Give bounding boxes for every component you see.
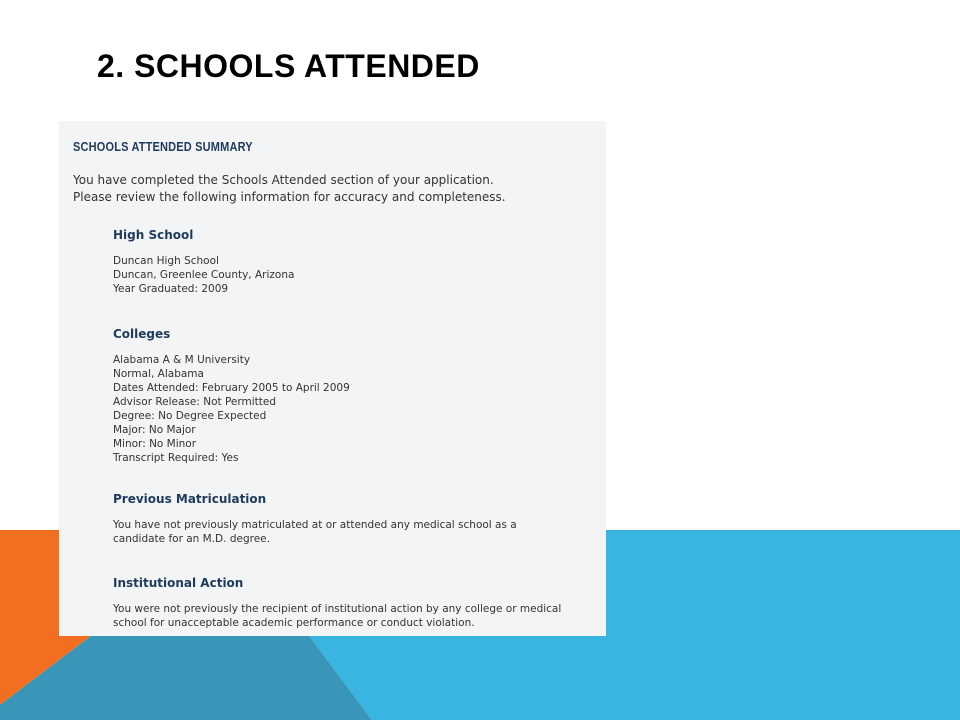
high-school-section: [113, 228, 294, 296]
slide-title: 2. SCHOOLS ATTENDED: [97, 48, 480, 84]
institutional-action-text: school for unacceptable academic performance or conduct violation.: [113, 617, 475, 629]
schools-attended-summary-panel: [59, 121, 606, 636]
intro-line: Please review the following information for accuracy and completeness.: [73, 190, 506, 204]
college-transcript-required: Transcript Required: Yes: [113, 452, 239, 464]
college-minor: Minor: No Minor: [113, 438, 197, 450]
institutional-action-heading: Institutional Action: [113, 576, 244, 590]
high-school-year-graduated: Year Graduated: 2009: [113, 283, 229, 295]
college-dates-attended: Dates Attended: February 2005 to April 2009: [113, 382, 350, 394]
summary-heading: SCHOOLS ATTENDED SUMMARY: [73, 140, 253, 154]
institutional-action-section: [113, 576, 561, 630]
college-name: Alabama A & M University: [113, 354, 251, 366]
institutional-action-text: You were not previously the recipient of institutional action by any college or medical: [113, 603, 562, 615]
college-degree: Degree: No Degree Expected: [113, 410, 267, 422]
high-school-heading: High School: [113, 228, 194, 242]
previous-matriculation-heading: Previous Matriculation: [113, 492, 267, 506]
intro-line: You have completed the Schools Attended section of your application.: [73, 173, 494, 187]
college-major: Major: No Major: [113, 424, 196, 436]
colleges-section: [113, 327, 350, 465]
previous-matriculation-section: [113, 492, 517, 546]
intro-text: [73, 172, 506, 206]
college-advisor-release: Advisor Release: Not Permitted: [113, 396, 277, 408]
high-school-location: Duncan, Greenlee County, Arizona: [113, 269, 295, 281]
colleges-heading: Colleges: [113, 327, 171, 341]
high-school-name: Duncan High School: [113, 255, 219, 267]
previous-matriculation-text: candidate for an M.D. degree.: [113, 533, 270, 545]
previous-matriculation-text: You have not previously matriculated at or attended any medical school as a: [113, 519, 517, 531]
college-location: Normal, Alabama: [113, 368, 204, 380]
